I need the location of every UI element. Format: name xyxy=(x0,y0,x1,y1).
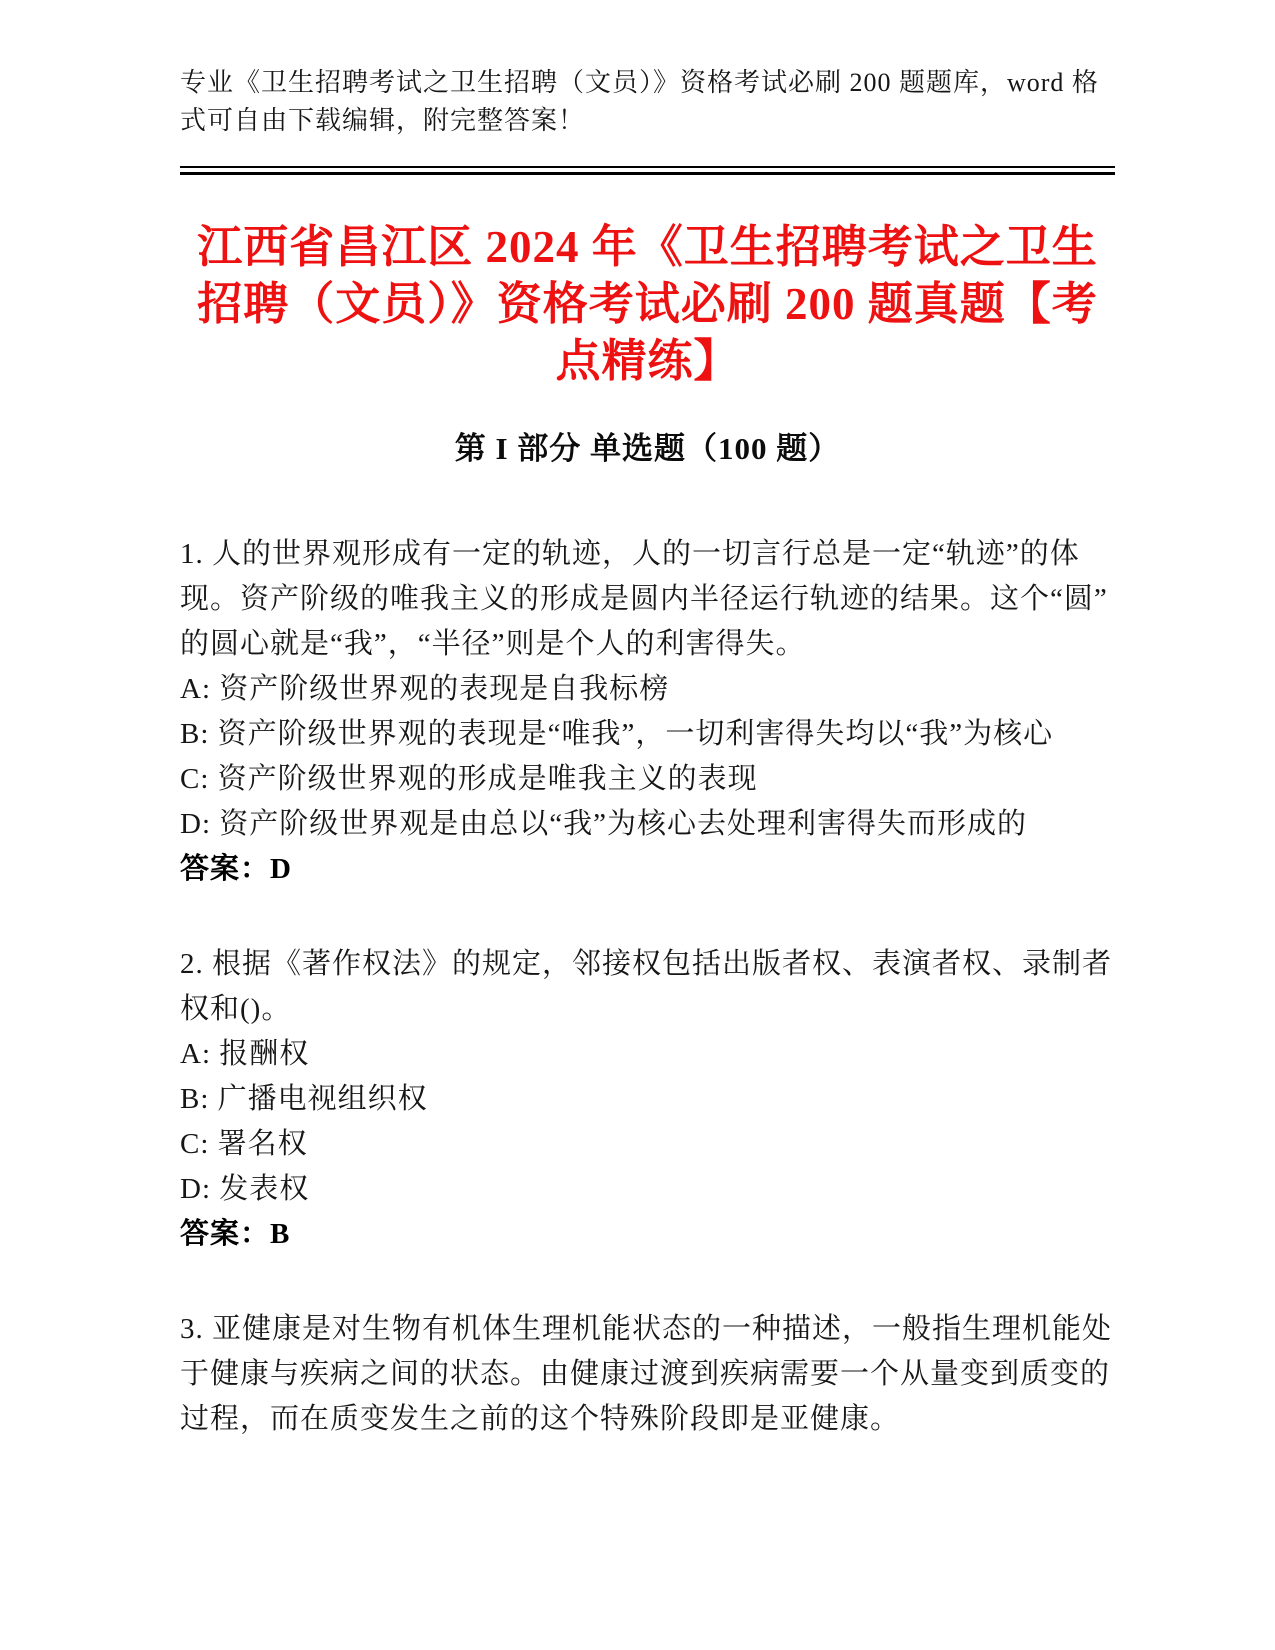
question-option-c: C: 署名权 xyxy=(180,1128,308,1160)
page-content xyxy=(180,0,1115,1442)
question-option-b: B: 广播电视组织权 xyxy=(180,1083,428,1115)
question-3 xyxy=(180,1307,1115,1442)
question-list xyxy=(180,532,1115,1442)
header-divider-rule xyxy=(180,166,1115,175)
question-option-d: D: 资产阶级世界观是由总以“我”为核心去处理利害得失而形成的 xyxy=(180,808,1027,840)
question-option-a: A: 报酬权 xyxy=(180,1038,310,1070)
question-stem: 3. 亚健康是对生物有机体生理机能状态的一种描述，一般指生理机能处于健康与疾病之间的状态。由健康过渡到疾病需要一个从量变到质变的过程，而在质变发生之前的这个特殊阶段即是亚健康。 xyxy=(180,1313,1113,1435)
question-1 xyxy=(180,532,1115,892)
question-option-a: A: 资产阶级世界观的表现是自我标榜 xyxy=(180,673,670,705)
question-2 xyxy=(180,942,1115,1257)
question-stem: 2. 根据《著作权法》的规定，邻接权包括出版者权、表演者权、录制者权和()。 xyxy=(180,948,1113,1025)
answer-line: 答案：B xyxy=(180,1218,291,1250)
question-option-b: B: 资产阶级世界观的表现是“唯我”，一切利害得失均以“我”为核心 xyxy=(180,718,1054,750)
answer-line: 答案：D xyxy=(180,853,292,885)
question-option-c: C: 资产阶级世界观的形成是唯我主义的表现 xyxy=(180,763,758,795)
question-stem: 1. 人的世界观形成有一定的轨迹，人的一切言行总是一定“轨迹”的体现。资产阶级的唯我主义的形成是圆内半径运行轨迹的结果。这个“圆”的圆心就是“我”，“半径”则是个人的利害得失。 xyxy=(180,538,1108,660)
page-title: 江西省昌江区 2024 年《卫生招聘考试之卫生招聘（文员）》资格考试必刷 200 题真题【考点精练】 xyxy=(197,222,1098,386)
section-heading: 第 I 部分 单选题（100 题） xyxy=(454,431,841,466)
question-option-d: D: 发表权 xyxy=(180,1173,310,1205)
header-note: 专业《卫生招聘考试之卫生招聘（文员）》资格考试必刷 200 题题库，word 格式可自由下载编辑，附完整答案！ xyxy=(180,68,1099,135)
